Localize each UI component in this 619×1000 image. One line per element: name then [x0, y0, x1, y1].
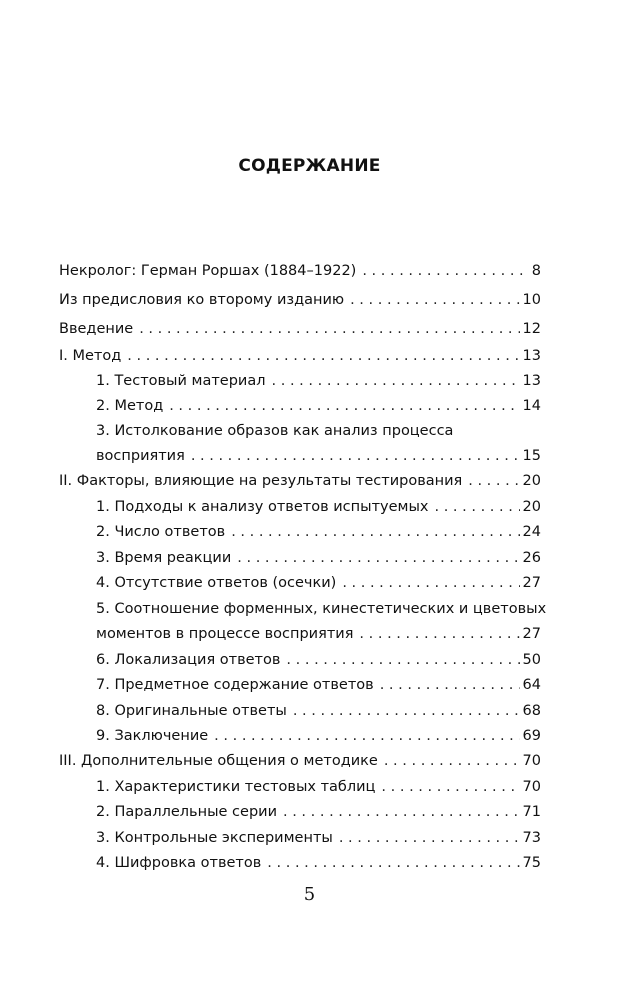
toc-leader-dots	[272, 372, 520, 390]
toc-subentry	[96, 803, 541, 821]
toc-page-number: 75	[522, 855, 541, 871]
toc-entry	[59, 320, 541, 338]
toc-leader-dots	[435, 498, 520, 516]
toc-entry-label: 2. Метод	[96, 398, 164, 414]
toc-entry-label: I. Метод	[59, 348, 122, 364]
toc-leader-dots	[359, 625, 519, 643]
toc-page-number: 71	[522, 804, 541, 820]
toc-entry-label: 1. Подходы к анализу ответов испытуемых	[96, 499, 429, 515]
toc-subentry	[96, 676, 541, 694]
toc-leader-dots	[169, 397, 519, 415]
toc-page-number: 70	[522, 753, 541, 769]
toc-entry-label: Некролог: Герман Роршах (1884–1922)	[59, 263, 357, 279]
toc-entry-label: 1. Тестовый материал	[96, 373, 266, 389]
toc-leader-dots	[214, 727, 519, 745]
toc-subentry	[96, 651, 541, 669]
toc-subentry	[96, 854, 541, 872]
toc-leader-dots	[283, 803, 520, 821]
toc-page-number: 13	[522, 348, 541, 364]
toc-page-number: 68	[522, 703, 541, 719]
toc-page-number: 15	[522, 448, 541, 464]
toc-entry-label: 3. Истолкование образов как анализ процесса	[96, 423, 454, 439]
toc-leader-dots	[342, 574, 519, 592]
toc-leader-dots	[380, 676, 520, 694]
toc-entry-label: 4. Отсутствие ответов (осечки)	[96, 575, 337, 591]
toc-page-number: 12	[522, 321, 541, 337]
toc-page-number: 26	[522, 550, 541, 566]
toc-page-number: 24	[522, 524, 541, 540]
toc-entry-label: 3. Время реакции	[96, 550, 232, 566]
toc-entry-label: 2. Параллельные серии	[96, 804, 277, 820]
toc-leader-dots	[293, 702, 520, 720]
toc-leader-dots	[384, 752, 520, 770]
toc-leader-dots	[267, 854, 519, 872]
toc-entry-label: Введение	[59, 321, 134, 337]
toc-leader-dots	[139, 320, 519, 338]
toc-subentry	[96, 447, 541, 465]
page-number: 5	[303, 884, 316, 905]
toc-entry-label: 6. Локализация ответов	[96, 652, 281, 668]
toc-leader-dots	[339, 829, 520, 847]
toc-subentry	[96, 397, 541, 415]
toc-entry	[59, 262, 541, 280]
toc-leader-dots	[381, 778, 519, 796]
toc-entry-label: 3. Контрольные эксперименты	[96, 830, 333, 846]
toc-subentry	[96, 574, 541, 592]
toc-leader-dots	[468, 472, 519, 490]
toc-entry	[59, 472, 541, 490]
toc-entry-label: Из предисловия ко второму изданию	[59, 292, 345, 308]
toc-leader-dots	[362, 262, 528, 280]
toc-page-number: 10	[522, 292, 541, 308]
toc-page-number: 27	[522, 626, 541, 642]
toc-subentry	[96, 702, 541, 720]
toc-entry-continuation: моментов в процессе восприятия	[96, 626, 354, 642]
toc-subentry	[96, 829, 541, 847]
toc-page-number: 14	[522, 398, 541, 414]
toc-leader-dots	[286, 651, 519, 669]
toc-leader-dots	[127, 347, 519, 365]
toc-entry	[59, 291, 541, 309]
toc-subentry	[96, 549, 541, 567]
toc-entry-label: 9. Заключение	[96, 728, 209, 744]
toc-entry	[59, 347, 541, 365]
toc-subentry	[96, 372, 541, 390]
toc-page-number: 20	[522, 499, 541, 515]
toc-entry-label: III. Дополнительные общения о методике	[59, 753, 378, 769]
toc-entry-label: 2. Число ответов	[96, 524, 226, 540]
toc-leader-dots	[191, 447, 520, 465]
toc-subentry	[96, 727, 541, 745]
toc-page-number: 13	[522, 373, 541, 389]
page-title: СОДЕРЖАНИЕ	[238, 156, 381, 176]
toc-entry-label: 7. Предметное содержание ответов	[96, 677, 374, 693]
toc-page-number: 27	[522, 575, 541, 591]
toc-page-number: 70	[522, 779, 541, 795]
toc-subentry	[96, 778, 541, 796]
toc-subentry	[96, 625, 541, 643]
toc-entry-continuation: восприятия	[96, 448, 185, 464]
toc-leader-dots	[237, 549, 519, 567]
toc-page-number: 50	[522, 652, 541, 668]
toc-page-number: 20	[522, 473, 541, 489]
toc-page-number: 69	[522, 728, 541, 744]
toc-page-number: 8	[531, 263, 541, 279]
toc-leader-dots	[350, 291, 519, 309]
toc-page-number: 64	[522, 677, 541, 693]
toc-subentry	[96, 523, 541, 541]
toc-entry-label: 8. Оригинальные ответы	[96, 703, 287, 719]
toc-entry-label: 5. Соотношение форменных, кинестетических и цветовых	[96, 601, 547, 617]
toc-entry	[59, 752, 541, 770]
toc-subentry	[96, 498, 541, 516]
toc-entry-label: 1. Характеристики тестовых таблиц	[96, 779, 376, 795]
toc-page-number: 73	[522, 830, 541, 846]
toc-entry-label: II. Факторы, влияющие на результаты тестирования	[59, 473, 463, 489]
toc-entry-label: 4. Шифровка ответов	[96, 855, 262, 871]
toc-leader-dots	[231, 523, 519, 541]
